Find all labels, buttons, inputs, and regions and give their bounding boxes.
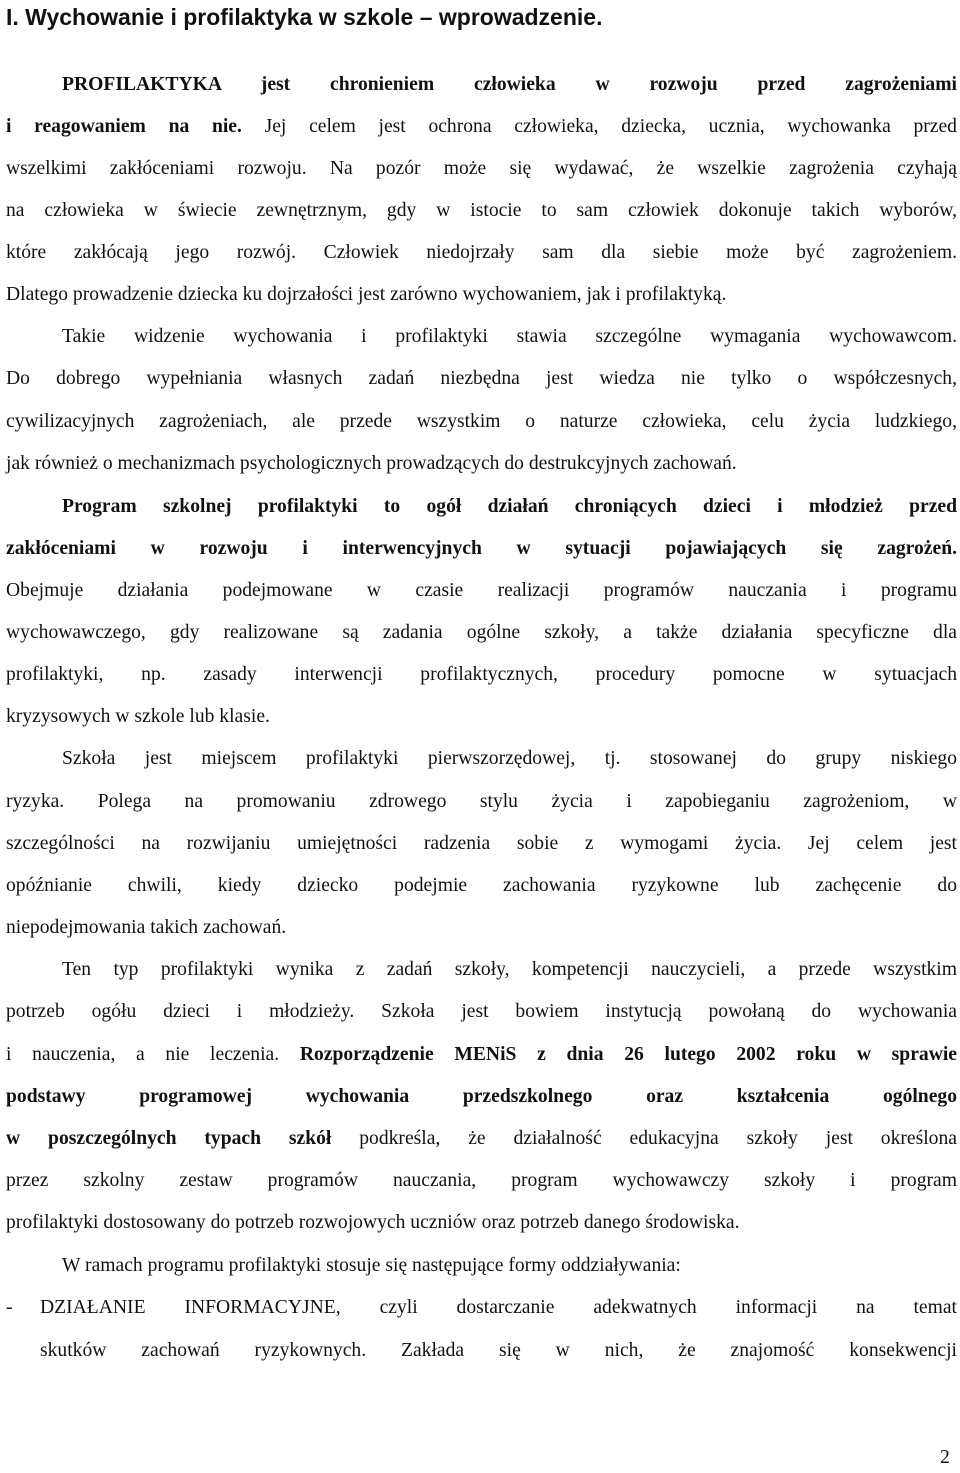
text-line: profilaktyki dostosowany do potrzeb rozwojowych uczniów oraz potrzeb danego środowiska. — [6, 1212, 740, 1233]
list-item-line: skutków zachowań ryzykownych. Zakłada się w nich, że znajomość konsekwencji — [40, 1340, 957, 1361]
text-line: na człowieka w świecie zewnętrznym, gdy w istocie to sam człowiek dokonuje takich wyborów, — [6, 200, 957, 221]
text-line: przez szkolny zestaw programów nauczania, program wychowawczy szkoły i program — [6, 1170, 957, 1191]
text-line: i reagowaniem na nie. Jej celem jest ochrona człowieka, dziecka, ucznia, wychowanka przed — [6, 116, 957, 137]
text-line: opóźnianie chwili, kiedy dziecko podejmie zachowania ryzykowne lub zachęcenie do — [6, 875, 957, 896]
text-line: jak również o mechanizmach psychologicznych prowadzących do destrukcyjnych zachowań. — [6, 453, 737, 474]
text-line: Dlatego prowadzenie dziecka ku dojrzałości jest zarówno wychowaniem, jak i profilaktyką. — [6, 284, 727, 305]
text-line: Szkoła jest miejscem profilaktyki pierwszorzędowej, tj. stosowanej do grupy niskiego — [62, 748, 957, 769]
text-line: wychowawczego, gdy realizowane są zadania ogólne szkoły, a także działania specyficzne dla — [6, 622, 957, 643]
text-line: profilaktyki, np. zasady interwencji profilaktycznych, procedury pomocne w sytuacjach — [6, 664, 957, 685]
text-line: W ramach programu profilaktyki stosuje się następujące formy oddziaływania: — [62, 1255, 681, 1276]
text-line: cywilizacyjnych zagrożeniach, ale przede wszystkim o naturze człowieka, celu życia ludzkiego, — [6, 411, 957, 432]
text-line: Obejmuje działania podejmowane w czasie realizacji programów nauczania i programu — [6, 580, 957, 601]
text-line: szczególności na rozwijaniu umiejętności radzenia sobie z wymogami życia. Jej celem jest — [6, 833, 957, 854]
text-line: niepodejmowania takich zachowań. — [6, 917, 287, 938]
text-line: Takie widzenie wychowania i profilaktyki stawia szczególne wymagania wychowawcom. — [62, 326, 957, 347]
text-line: potrzeb ogółu dzieci i młodzieży. Szkoła jest bowiem instytucją powołaną do wychowania — [6, 1001, 957, 1022]
list-bullet-dash: - — [6, 1297, 13, 1318]
text-line: Do dobrego wypełniania własnych zadań niezbędna jest wiedza nie tylko o współczesnych, — [6, 368, 957, 389]
text-line: zakłóceniami w rozwoju i interwencyjnych w sytuacji pojawiających się zagrożeń. — [6, 538, 957, 559]
text-line: wszelkimi zakłóceniami rozwoju. Na pozór może się wydawać, że wszelkie zagrożenia czyhają — [6, 158, 957, 179]
text-line: podstawy programowej wychowania przedszkolnego oraz kształcenia ogólnego — [6, 1086, 957, 1107]
text-line: ryzyka. Polega na promowaniu zdrowego stylu życia i zapobieganiu zagrożeniom, w — [6, 791, 957, 812]
page-number: 2 — [940, 1447, 950, 1468]
text-line: i nauczenia, a nie leczenia. Rozporządzenie MENiS z dnia 26 lutego 2002 roku w sprawie — [6, 1044, 957, 1065]
text-line: PROFILAKTYKA jest chronieniem człowieka w rozwoju przed zagrożeniami — [62, 74, 957, 95]
text-line: w poszczególnych typach szkół podkreśla, że działalność edukacyjna szkoły jest określona — [6, 1128, 957, 1149]
text-line: kryzysowych w szkole lub klasie. — [6, 706, 270, 727]
text-line: Ten typ profilaktyki wynika z zadań szkoły, kompetencji nauczycieli, a przede wszystkim — [62, 959, 957, 980]
list-item-line: DZIAŁANIE INFORMACYJNE, czyli dostarczanie adekwatnych informacji na temat — [40, 1297, 957, 1318]
text-line: Program szkolnej profilaktyki to ogół działań chroniących dzieci i młodzież przed — [62, 496, 957, 517]
text-line: które zakłócają jego rozwój. Człowiek niedojrzały sam dla siebie może być zagrożeniem. — [6, 242, 957, 263]
section-heading: I. Wychowanie i profilaktyka w szkole – wprowadzenie. — [6, 4, 603, 30]
